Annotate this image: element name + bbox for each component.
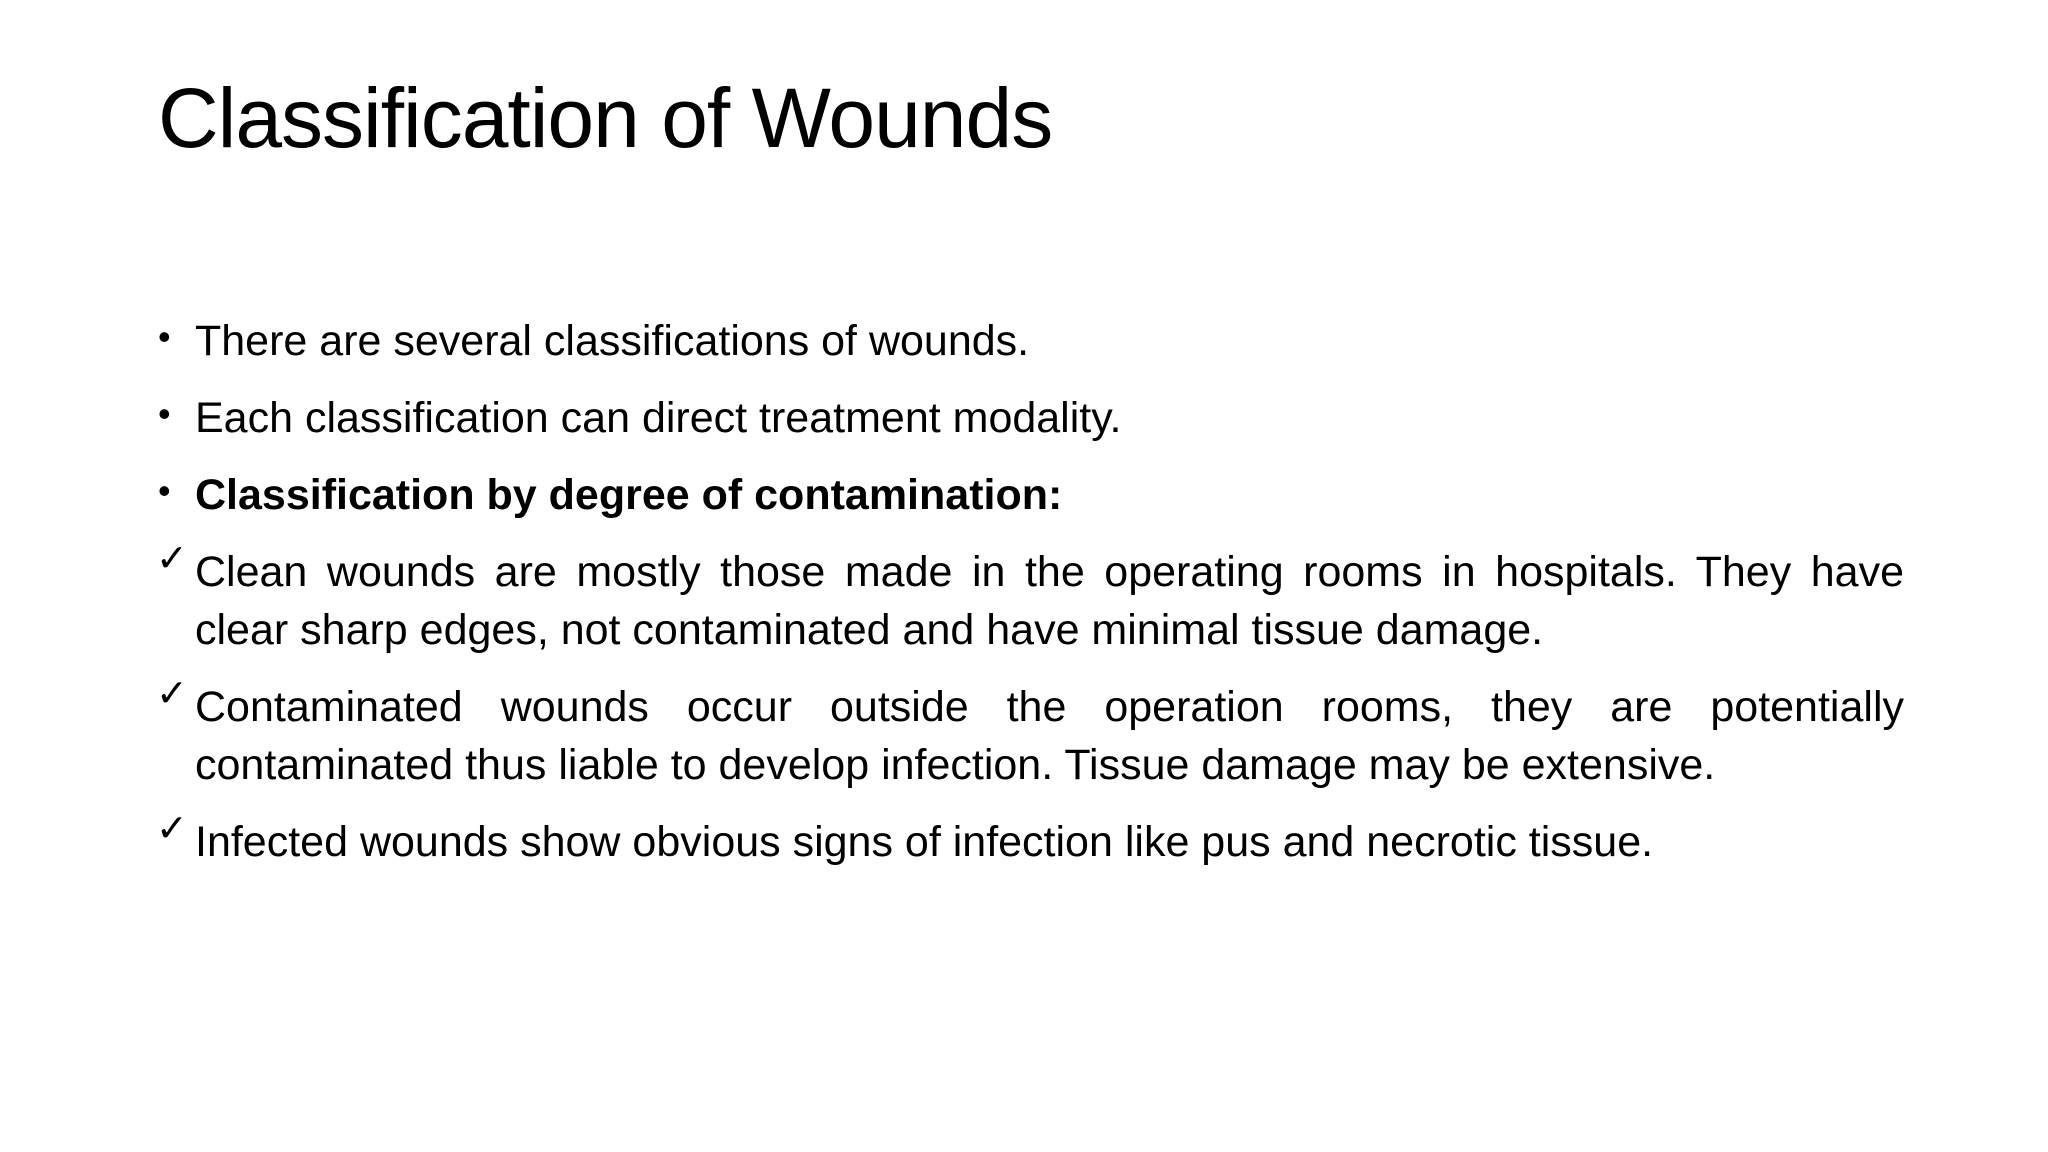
list-item <box>156 808 1904 871</box>
list-item-text: Each classification can direct treatment modality. <box>195 394 1122 442</box>
list-item-heading <box>158 466 1904 524</box>
bullet-icon: • <box>158 316 171 357</box>
list-item <box>158 389 1904 447</box>
list-item <box>158 312 1904 370</box>
checkmark-icon: ✓ <box>156 673 188 715</box>
bullet-icon: • <box>158 393 171 434</box>
list-item-text: Classification by degree of contamination: <box>195 471 1063 519</box>
list-item <box>156 538 1904 659</box>
list-item-text: Contaminated wounds occur outside the operation rooms, they are potentially contaminated thus liable to develop infection. Tissue damage may be extensive. <box>195 683 1904 789</box>
list-item-text: There are several classifications of wounds. <box>195 317 1030 365</box>
bullet-list <box>158 312 1904 890</box>
bullet-icon: • <box>158 470 171 511</box>
slide-title: Classification of Wounds <box>158 71 1053 165</box>
list-item-text: Infected wounds show obvious signs of infection like pus and necrotic tissue. <box>195 818 1654 866</box>
list-item-text: Clean wounds are mostly those made in the operating rooms in hospitals. They have clear sharp edges, not contaminated and have minimal tissue damage. <box>195 548 1904 654</box>
list-item <box>156 673 1904 794</box>
checkmark-icon: ✓ <box>156 538 188 580</box>
checkmark-icon: ✓ <box>156 808 188 850</box>
